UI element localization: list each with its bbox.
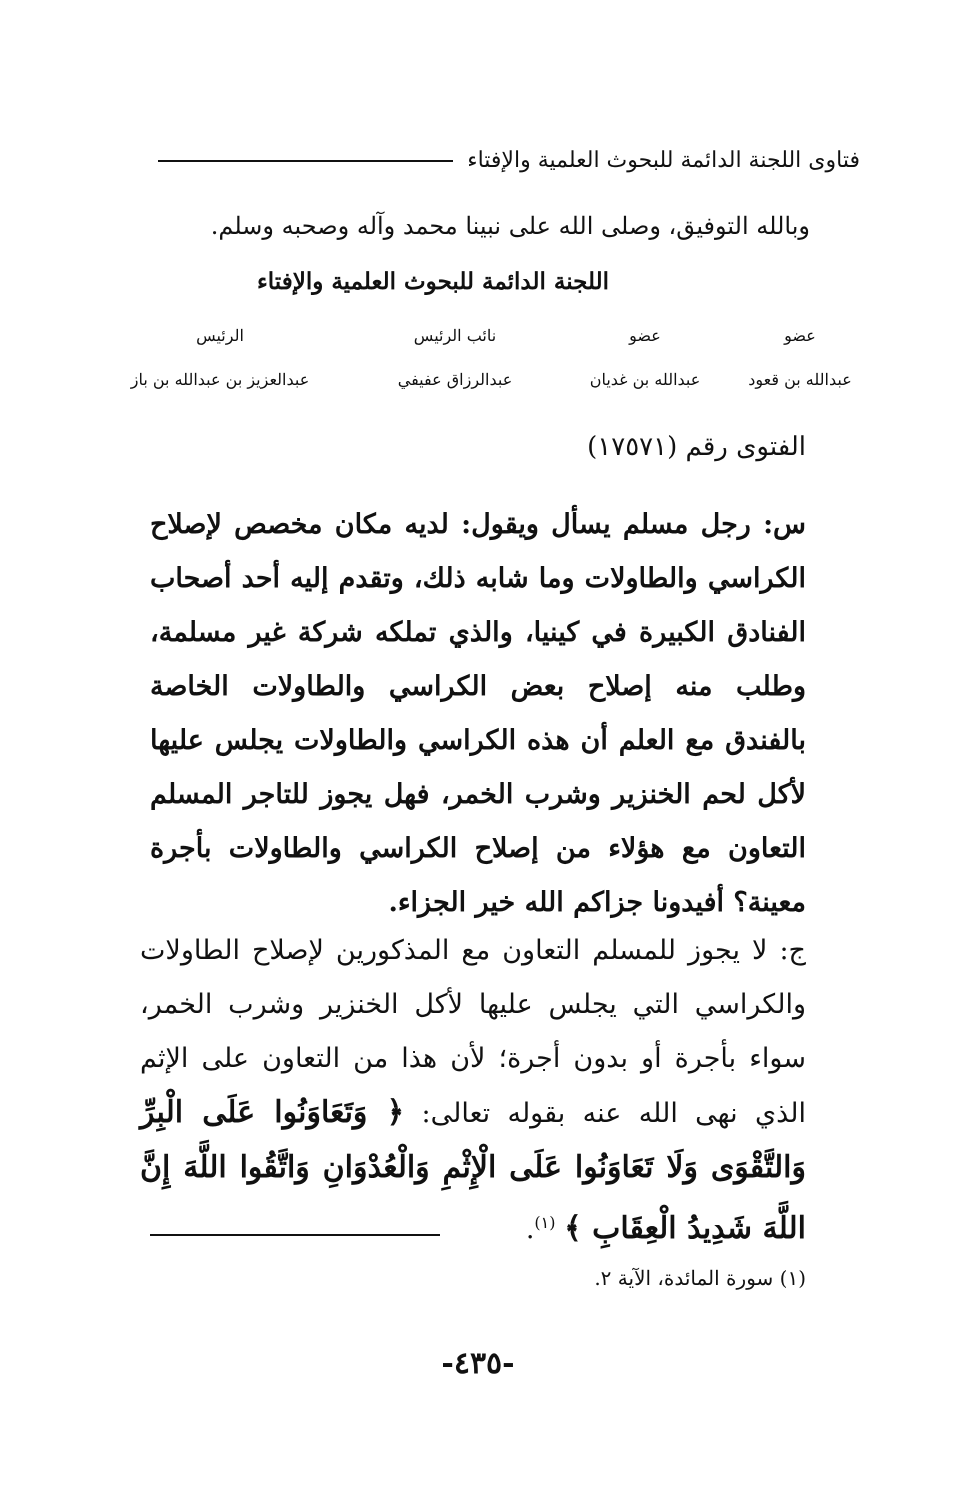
signatory-role: نائب الرئيس bbox=[413, 326, 497, 345]
closing-line: وبالله التوفيق، وصلى الله على نبينا محمد وآله وصحبه وسلم. bbox=[210, 212, 810, 240]
question-paragraph: س: رجل مسلم يسأل ويقول: لديه مكان مخصص لإصلاح الكراسي والطاولات وما شابه ذلك، وتقدم إليه أحد أصحاب الفنادق الكبيرة في كينيا، والذي تملكه شركة غير مسلمة، وطلب منه إصلاح بعض الكراسي والطاولات الخاصة بالفندق مع العلم أن هذه الكراسي والطاولات يجلس عليها لأكل لحم الخنزير وشرب الخمر، فهل يجوز للتاجر المسلم التعاون مع هؤلاء من إصلاح الكراسي والطاولات بأجرة معينة؟ أفيدونا جزاكم الله خير الجزاء. bbox=[150, 509, 806, 918]
page-number: -٤٣٥- bbox=[441, 1346, 515, 1381]
footnote-mark: (١) bbox=[534, 1213, 556, 1232]
signatory-roles bbox=[90, 326, 860, 345]
answer-end: . bbox=[525, 1214, 535, 1245]
signatory-role: عضو bbox=[784, 326, 816, 345]
answer-paragraph bbox=[140, 924, 806, 1257]
signatory-name: عبدالرزاق عفيفي bbox=[397, 370, 513, 389]
header-title: فتاوى اللجنة الدائمة للبحوث العلمية والإفتاء bbox=[467, 148, 860, 173]
signatory-names bbox=[90, 370, 860, 389]
signatory-name: عبدالله بن غديان bbox=[589, 370, 701, 389]
signatory-name: عبدالله بن قعود bbox=[748, 370, 852, 389]
footnote: (١) سورة المائدة، الآية ٢. bbox=[594, 1266, 806, 1290]
answer-text: ج: لا يجوز للمسلم التعاون مع المذكورين لإصلاح الطاولات والكراسي التي يجلس عليها لأكل الخنزير وشرب الخمر، سواء بأجرة أو بدون أجرة؛ لأن هذا من التعاون على الإثم الذي نهى الله عنه بقوله تعالى: bbox=[140, 935, 806, 1129]
fatwa-number: الفتوى رقم (١٧٥٧١) bbox=[587, 432, 806, 462]
header-rule bbox=[158, 160, 453, 162]
signatory-role: عضو bbox=[629, 326, 661, 345]
signatory-name: عبدالعزيز بن عبدالله بن باز bbox=[130, 370, 310, 389]
committee-name: اللجنة الدائمة للبحوث العلمية والإفتاء bbox=[256, 268, 610, 295]
signatory-role: الرئيس bbox=[196, 326, 244, 345]
footnote-rule bbox=[150, 1234, 440, 1236]
running-header bbox=[158, 148, 860, 173]
quran-verse: ﴿ وَتَعَاوَنُوا عَلَى الْبِرِّ وَالتَّقْوَى وَلَا تَعَاوَنُوا عَلَى الْإِثْمِ وَالْعُدْوَانِ وَاتَّقُوا اللَّهَ إِنَّ اللَّهَ شَدِيدُ الْعِقَابِ ﴾ bbox=[140, 1095, 806, 1246]
